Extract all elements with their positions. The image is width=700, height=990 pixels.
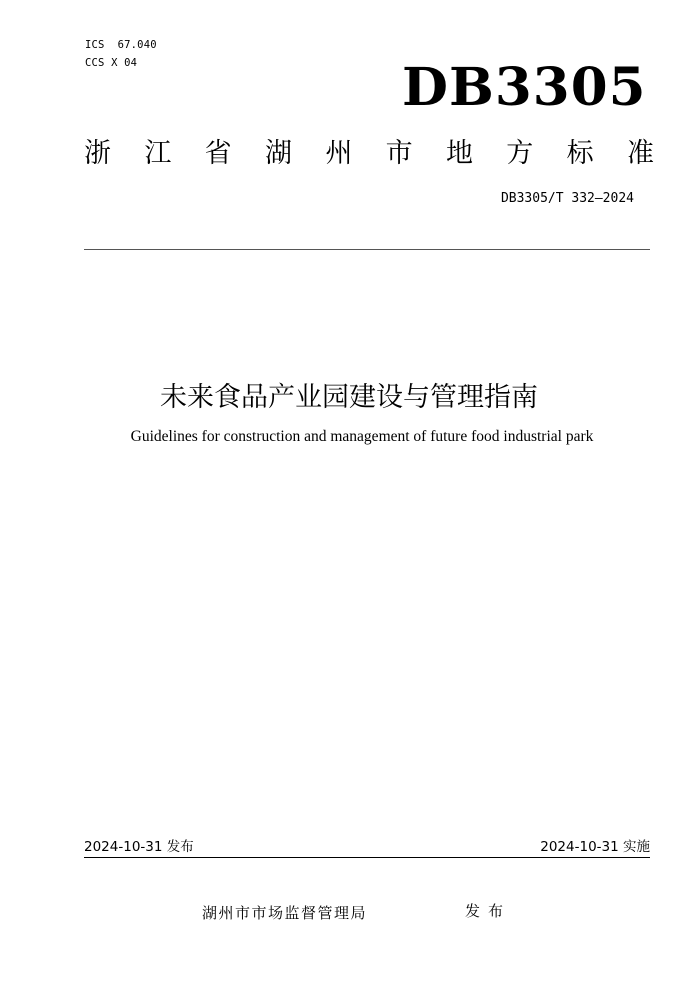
document-title-chinese-text: 未来食品产业园建设与管理指南 bbox=[160, 382, 538, 413]
standard-type-char: 湖 bbox=[264, 138, 292, 169]
standard-type-char: 江 bbox=[144, 138, 172, 169]
standard-type-char: 浙 bbox=[84, 138, 111, 169]
standard-type-char: 标 bbox=[566, 138, 594, 169]
issuing-organization: 湖州市市场监督管理局 bbox=[202, 904, 368, 922]
ics-code: ICS 67.040 bbox=[85, 39, 157, 51]
db-logo: DB3305 bbox=[402, 57, 647, 118]
footer-divider bbox=[84, 857, 650, 858]
standard-type-char: 市 bbox=[385, 138, 413, 169]
release-date: 2024-10-31 发布 bbox=[84, 839, 194, 855]
header-divider bbox=[84, 249, 650, 250]
standard-type-char: 州 bbox=[325, 138, 353, 169]
classification-codes bbox=[85, 36, 157, 72]
standard-type-char: 准 bbox=[626, 138, 654, 169]
document-title-english: Guidelines for construction and management of future food industrial park bbox=[130, 428, 594, 445]
issue-label: 发布 bbox=[465, 902, 512, 920]
standard-number: DB3305/T 332—2024 bbox=[500, 191, 634, 206]
standard-type-char: 省 bbox=[204, 138, 232, 169]
document-title-chinese bbox=[0, 380, 700, 416]
standard-type-title bbox=[84, 136, 654, 172]
standard-type-char: 地 bbox=[445, 138, 473, 169]
implementation-date: 2024-10-31 实施 bbox=[540, 839, 650, 855]
ccs-code: CCS X 04 bbox=[85, 57, 138, 69]
standard-type-char: 方 bbox=[506, 138, 534, 169]
